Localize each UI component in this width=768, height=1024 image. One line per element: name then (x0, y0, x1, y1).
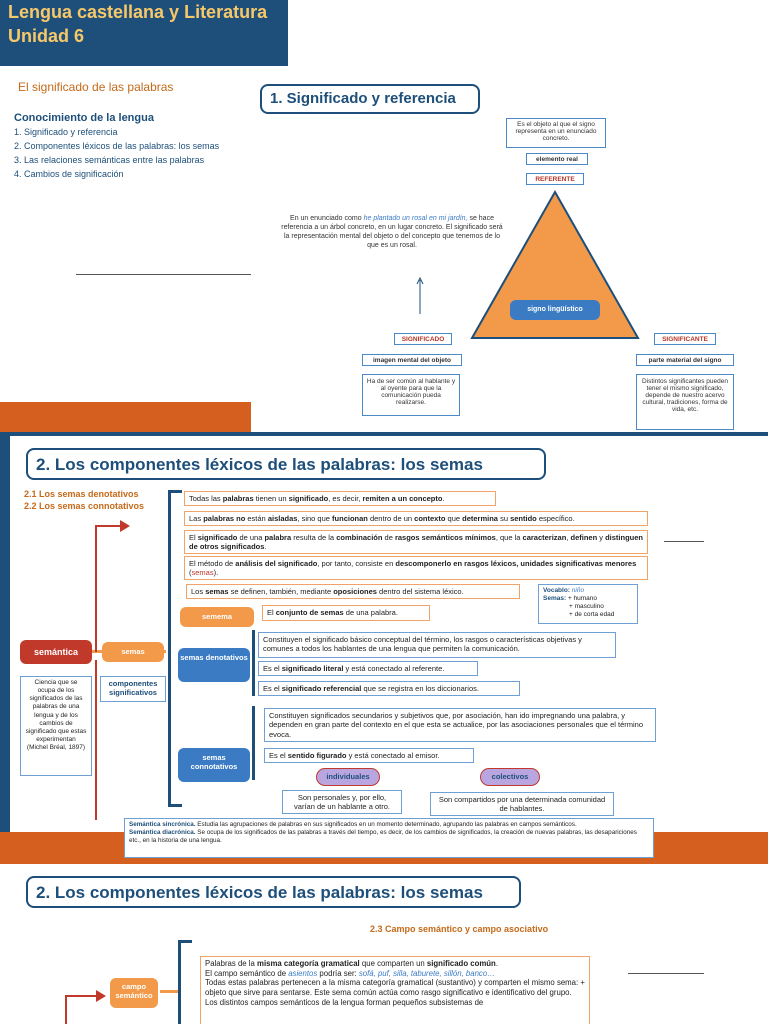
knowledge-item[interactable]: 4. Cambios de significación (14, 169, 124, 179)
tree-line (252, 706, 255, 780)
section-heading: 2. Los componentes léxicos de las palabras: los semas (26, 876, 521, 908)
componentes-label: componentes significativos (100, 676, 166, 702)
individuales-node[interactable]: individuales (316, 768, 380, 786)
statement-box: Las palabras no están aisladas, sino que funcionan dentro de un contexto que determina su sentido específico. (184, 511, 648, 526)
tree-line (178, 940, 181, 1024)
individuales-description: Son personales y, por ello, varían de un hablante a otro. (282, 790, 402, 814)
tree-line (252, 630, 255, 696)
footer-bar (0, 402, 251, 432)
signo-linguistico-badge: signo lingüístico (510, 300, 600, 320)
colectivos-node[interactable]: colectivos (480, 768, 540, 786)
semas-node[interactable]: semas (102, 642, 164, 662)
divider-line (664, 541, 704, 542)
divider-line (628, 973, 704, 974)
left-title: El significado de las palabras (18, 80, 174, 94)
header-line1: Lengua castellana y Literatura (8, 2, 268, 22)
arrow-right-icon (62, 986, 110, 1024)
slide-side-bar (0, 432, 10, 864)
subsection-title: 2.1 Los semas denotativos (24, 489, 139, 499)
header-line2: Unidad 6 (8, 26, 85, 46)
semema-node[interactable]: semema (180, 607, 254, 627)
divider-line (76, 274, 251, 275)
section-heading: 1. Significado y referencia (260, 84, 480, 114)
unit-header (0, 0, 288, 66)
parte-material-label: parte material del signo (636, 354, 734, 366)
significante-description: Distintos significantes pueden tener el mismo significado, depende de nuestro acervo cultural, tradiciones, forma de vida, etc. (636, 374, 734, 430)
section-heading: 2. Los componentes léxicos de las palabras: los semas (26, 448, 546, 480)
knowledge-item[interactable]: 1. Significado y referencia (14, 127, 118, 137)
tree-line (168, 804, 182, 807)
connotativos-figurado: Es el sentido figurado y está conectado al emisor. (264, 748, 474, 763)
imagen-mental-label: imagen mental del objeto (362, 354, 462, 366)
significado-description: Ha de ser común al hablante y al oyente para que la comunicación pueda realizarse. (362, 374, 460, 416)
knowledge-title: Conocimiento de la lengua (14, 112, 154, 124)
semantica-node[interactable]: semántica (20, 640, 92, 664)
referent-description: Es el objeto al que el signo representa en un enunciado concreto. (506, 118, 606, 148)
semantica-types: Semántica sincrónica. Estudia las agrupaciones de palabras en sus significados en un momento determinado, agrupando las palabras en campos semánticos. Semántica diacrónica. Se ocupa de los significados de las palabras a través del tiempo, es decir, de los cambios de significados, la creación de nuevas palabras, las desapariciones etc., en la historia de una lengua. (124, 818, 654, 858)
statement-box: El método de análisis del significado, por tanto, consiste en descomponerlo en rasgos léxicos, unidades significativas menores (semas). (184, 556, 648, 580)
tree-line (178, 940, 192, 943)
subsection-title: 2.2 Los semas connotativos (24, 501, 145, 511)
knowledge-item[interactable]: 2. Componentes léxicos de las palabras: los semas (14, 141, 220, 151)
significado-label: SIGNIFICADO (394, 333, 452, 345)
tree-line (168, 490, 171, 806)
tree-line (160, 990, 178, 993)
vocabulary-example: Vocablo: niño Semas: + humano + masculino + de corta edad (538, 584, 638, 624)
knowledge-item[interactable]: 3. Las relaciones semánticas entre las palabras (14, 155, 205, 165)
semas-connotativos-node[interactable]: semas connotativos (178, 748, 250, 782)
intro-text: En un enunciado como he plantado un rosal en mi jardín, se hace referencia a un árbol concreto, en un lugar concreto. El significado será la representación mental del objeto o del concepto que tenemos de lo que es un rosal. (281, 215, 503, 250)
colectivos-description: Son compartidos por una determinada comunidad de hablantes. (430, 792, 614, 816)
campo-semantico-text: Palabras de la misma categoría gramatical que comparten un significado común. El campo semántico de asientos podría ser: sofá, puf, silla, taburete, sillón, banco… Todas estas palabras pertenecen a la misma categoría gramatical (sustantivo) y comparten el mismo sema: + objeto que sirve para sentarse. Este sema común actúa como rasgo significativo e identificativo del grupo. Los distintos campos semánticos de la lengua forman pequeños subsistemas de (200, 956, 590, 1024)
subsection-title: 2.3 Campo semántico y campo asociativo (370, 924, 549, 934)
statement-box: Los semas se definen, también, mediante oposiciones dentro del sistema léxico. (186, 584, 520, 599)
semas-denotativos-node[interactable]: semas denotativos (178, 648, 250, 682)
up-arrow-icon (414, 276, 426, 316)
denotativos-literal: Es el significado literal y está conectado al referente. (258, 661, 478, 676)
denotativos-referencial: Es el significado referencial que se registra en los diccionarios. (258, 681, 520, 696)
connotativos-definition: Constituyen significados secundarios y subjetivos que, por asociación, han ido impregnando una palabra, y dependen en gran parte del contexto en el que esta se actualice, por las asociaciones personales que el término evoca. (264, 708, 656, 742)
referente-label: REFERENTE (526, 173, 584, 185)
statement-box: Todas las palabras tienen un significado, es decir, remiten a un concepto. (184, 491, 496, 506)
significante-label: SIGNIFICANTE (654, 333, 716, 345)
campo-semantico-node[interactable]: campo semántico (110, 978, 158, 1008)
elemento-real-label: elemento real (526, 153, 588, 165)
tree-line (168, 490, 182, 493)
denotativos-definition: Constituyen el significado básico conceptual del término, los rasgos o características objetivas y comunes a todos los hablantes de una lengua que permiten la comunicación. (258, 632, 616, 658)
statement-box: El significado de una palabra resulta de la combinación de rasgos semánticos mínimos, que la caracterizan, definen y distinguen de otros significados. (184, 530, 648, 554)
slide-divider (0, 432, 768, 436)
semantica-definition: Ciencia que se ocupa de los significados de las palabras de una lengua y de los cambios de significado que estas experimentan (Michel Bréal, 1897) (20, 676, 92, 776)
arrow-right-icon (92, 516, 132, 656)
semema-definition: El conjunto de semas de una palabra. (262, 605, 430, 621)
